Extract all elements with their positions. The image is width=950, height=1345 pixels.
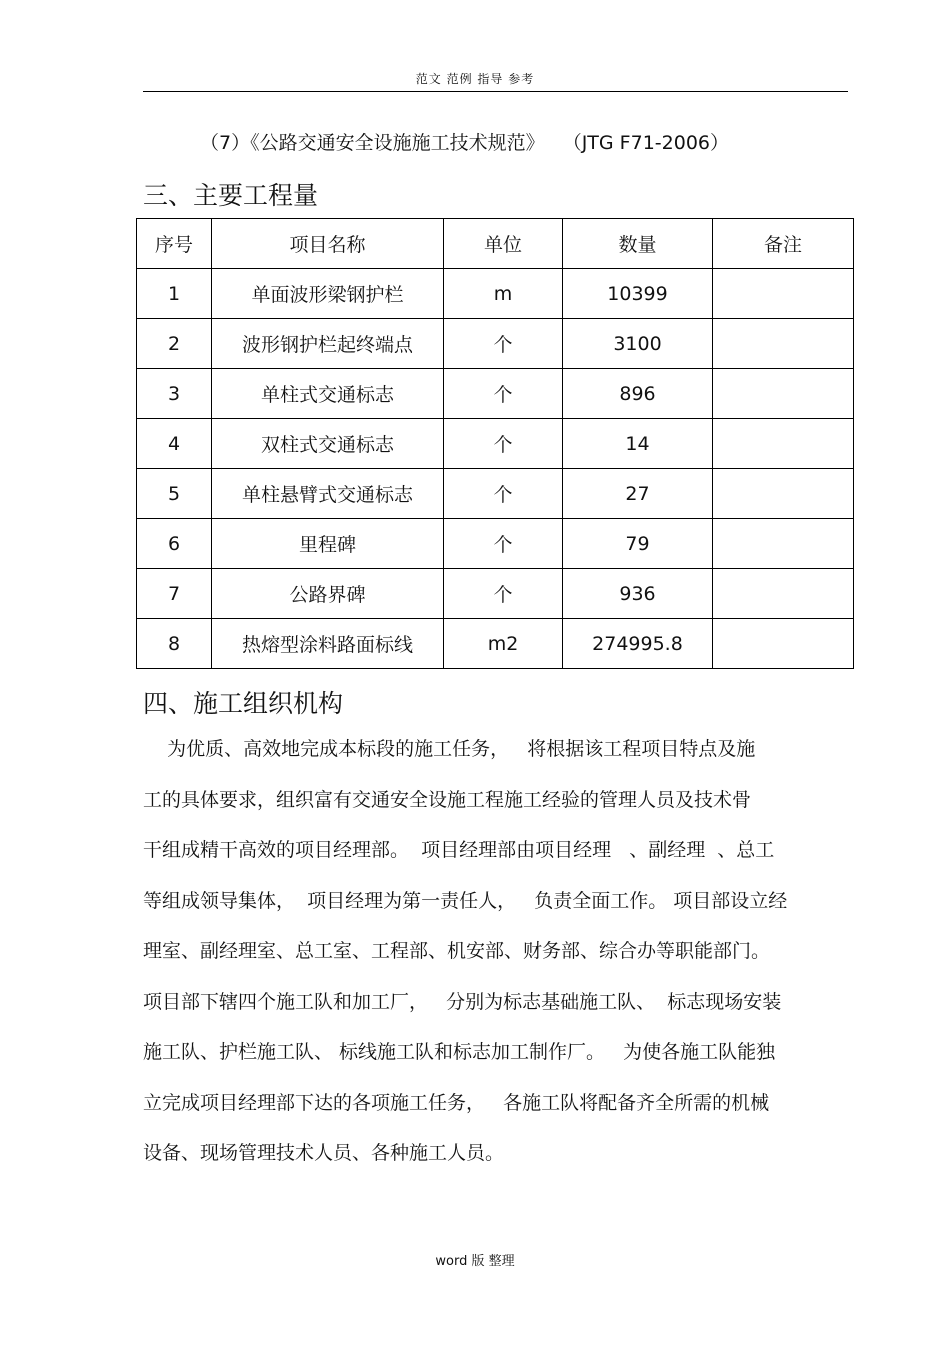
table-cell-unit: 个 (444, 519, 563, 569)
table-cell-remark (713, 569, 854, 619)
table-cell-index: 1 (137, 269, 212, 319)
table-cell-quantity: 10399 (563, 269, 713, 319)
reference-line: （7）《公路交通安全设施施工技术规范》 （JTG F71-2006） (200, 132, 729, 154)
table-cell-unit: 个 (444, 419, 563, 469)
table-row (137, 419, 854, 469)
table-cell-item: 公路界碑 (212, 569, 444, 619)
table-cell-unit: 个 (444, 569, 563, 619)
paragraph-line: 立完成项目经理部下达的各项施工任务， 各施工队将配备齐全所需的机械 (143, 1091, 770, 1114)
paragraph-line: 等组成领导集体， 项目经理为第一责任人， 负责全面工作。 项目部设立经 (143, 889, 788, 912)
table-row (137, 269, 854, 319)
table-row (137, 619, 854, 669)
table-cell-index: 4 (137, 419, 212, 469)
paragraph-line: 为优质、高效地完成本标段的施工任务， 将根据该工程项目特点及施 (143, 738, 756, 760)
table-cell-index: 2 (137, 319, 212, 369)
table-row (137, 319, 854, 369)
quantities-table (136, 218, 854, 669)
paragraph-line: 项目部下辖四个施工队和加工厂， 分别为标志基础施工队、 标志现场安装 (143, 990, 782, 1013)
table-cell-index: 5 (137, 469, 212, 519)
paragraph-line: 理室、副经理室、总工室、工程部、机安部、财务部、综合办等职能部门。 (143, 940, 771, 962)
table-cell-item: 波形钢护栏起终端点 (212, 319, 444, 369)
header-cell-item: 项目名称 (212, 219, 444, 269)
section-title-quantities: 三、主要工程量 (143, 181, 319, 210)
table-cell-quantity: 14 (563, 419, 713, 469)
table-row (137, 519, 854, 569)
table-cell-remark (713, 419, 854, 469)
paragraph-line: 施工队、护栏施工队、 标线施工队和标志加工制作厂。 为使各施工队能独 (143, 1041, 776, 1063)
organization-paragraph (143, 724, 848, 1179)
header-cell-quantity: 数量 (563, 219, 713, 269)
table-cell-item: 双柱式交通标志 (212, 419, 444, 469)
table-cell-unit: 个 (444, 369, 563, 419)
table-cell-remark (713, 469, 854, 519)
header-cell-index: 序号 (137, 219, 212, 269)
table-cell-remark (713, 519, 854, 569)
table-cell-item: 单柱悬臂式交通标志 (212, 469, 444, 519)
table-cell-item: 单面波形梁钢护栏 (212, 269, 444, 319)
table-row (137, 469, 854, 519)
header-divider (143, 91, 848, 92)
paragraph-line: 设备、现场管理技术人员、各种施工人员。 (143, 1142, 505, 1164)
table-cell-quantity: 79 (563, 519, 713, 569)
table-cell-unit: 个 (444, 469, 563, 519)
table-cell-unit: 个 (444, 319, 563, 369)
table-cell-item: 单柱式交通标志 (212, 369, 444, 419)
table-cell-quantity: 274995.8 (563, 619, 713, 669)
paragraph-line: 工的具体要求，组织富有交通安全设施工程施工经验的管理人员及技术骨 (143, 788, 752, 811)
table-cell-quantity: 27 (563, 469, 713, 519)
table-cell-unit: m2 (444, 619, 563, 669)
table-cell-quantity: 3100 (563, 319, 713, 369)
table-cell-quantity: 936 (563, 569, 713, 619)
table-cell-unit: m (444, 269, 563, 319)
table-header-row (137, 219, 854, 269)
table-cell-remark (713, 369, 854, 419)
table-row (137, 369, 854, 419)
table-cell-index: 6 (137, 519, 212, 569)
page-footer: word 版 整理 (435, 1254, 515, 1269)
table-cell-index: 3 (137, 369, 212, 419)
table-cell-index: 8 (137, 619, 212, 669)
section-title-organization: 四、施工组织机构 (143, 689, 344, 718)
table-cell-remark (713, 319, 854, 369)
table-cell-remark (713, 619, 854, 669)
header-cell-unit: 单位 (444, 219, 563, 269)
table-cell-remark (713, 269, 854, 319)
paragraph-line: 干组成精干高效的项目经理部。 项目经理部由项目经理 、副经理 、总工 (143, 839, 775, 861)
table-cell-item: 里程碑 (212, 519, 444, 569)
page-header: 范文 范例 指导 参考 (415, 72, 535, 86)
table-cell-quantity: 896 (563, 369, 713, 419)
header-cell-remark: 备注 (713, 219, 854, 269)
table-cell-item: 热熔型涂料路面标线 (212, 619, 444, 669)
table-row (137, 569, 854, 619)
table-cell-index: 7 (137, 569, 212, 619)
